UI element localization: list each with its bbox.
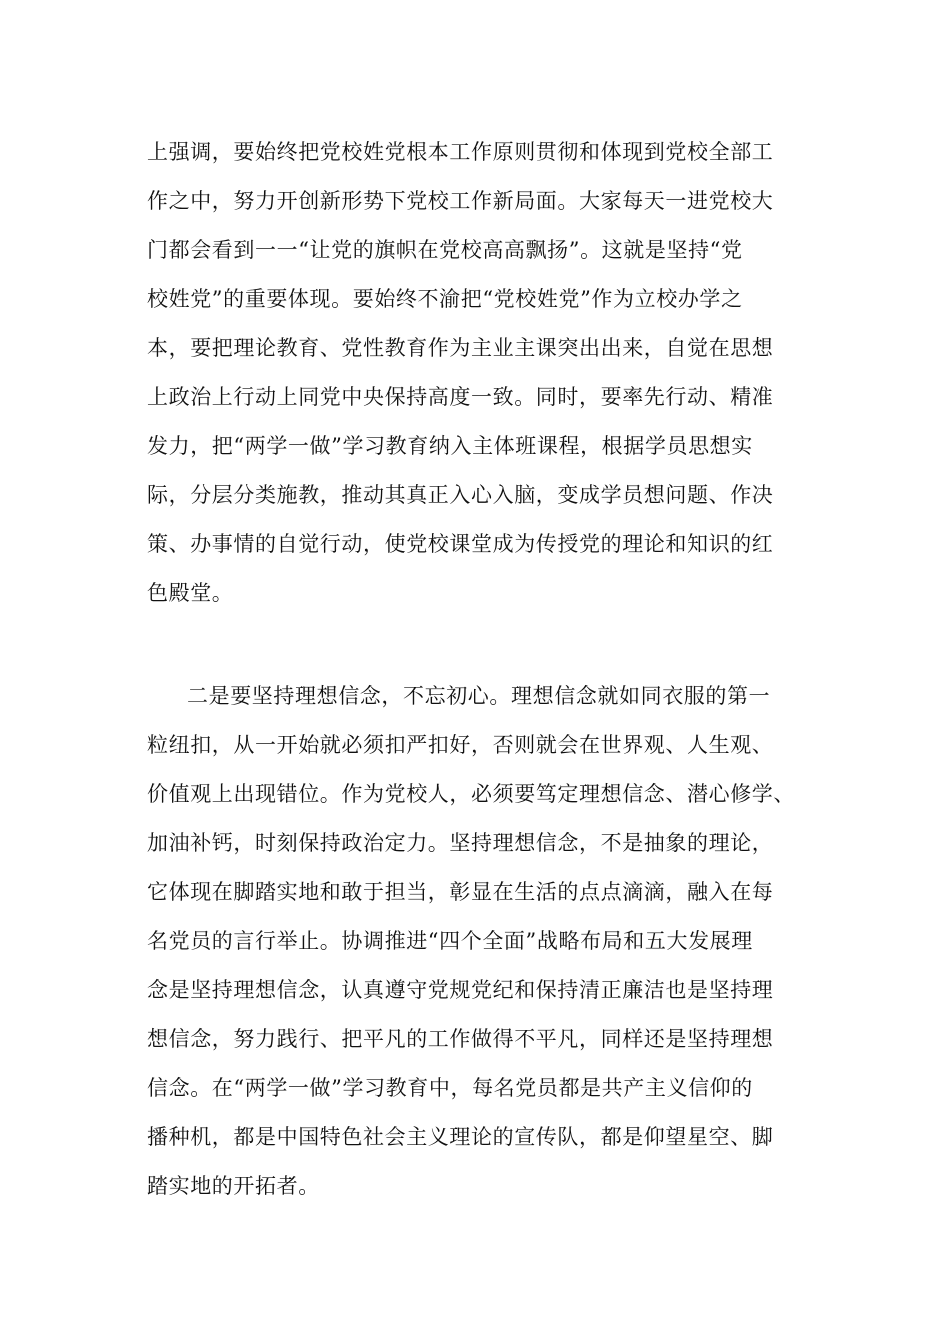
text-line: 念是坚持理想信念，认真遵守党规党纪和保持清正廉洁也是坚持理 [147, 978, 774, 1002]
text-line: 价值观上出现错位。作为党校人，必须要笃定理想信念、潜心修学、 [147, 782, 795, 806]
text-line: 作之中，努力开创新形势下党校工作新局面。大家每天一进党校大 [147, 189, 774, 213]
text-line: 踏实地的开拓者。 [147, 1174, 320, 1198]
text-line: 策、办事情的自觉行动，使党校课堂成为传授党的理论和知识的红 [147, 532, 774, 556]
text-line: 际，分层分类施教，推动其真正入心入脑，变成学员想问题、作决 [147, 483, 774, 507]
text-line: 信念。在“两学一做”学习教育中，每名党员都是共产主义信仰的 [147, 1076, 753, 1100]
text-line: 上强调，要始终把党校姓党根本工作原则贯彻和体现到党校全部工 [147, 140, 774, 164]
text-line: 加油补钙，时刻保持政治定力。坚持理想信念，不是抽象的理论， [147, 831, 774, 855]
text-line: 校姓党”的重要体现。要始终不渝把“党校姓党”作为立校办学之 [147, 287, 743, 311]
text-line: 上政治上行动上同党中央保持高度一致。同时，要率先行动、精准 [147, 385, 774, 409]
text-line: 想信念，努力践行、把平凡的工作做得不平凡，同样还是坚持理想 [147, 1027, 774, 1051]
text-line: 名党员的言行举止。协调推进“四个全面”战略布局和五大发展理 [147, 929, 753, 953]
text-line: 它体现在脚踏实地和敢于担当，彰显在生活的点点滴滴，融入在每 [147, 880, 774, 904]
text-line: 发力，把“两学一做”学习教育纳入主体班课程，根据学员思想实 [147, 434, 753, 458]
text-line: 播种机，都是中国特色社会主义理论的宣传队，都是仰望星空、脚 [147, 1125, 774, 1149]
paragraph-1 [147, 128, 827, 618]
text-line: 粒纽扣，从一开始就必须扣严扣好，否则就会在世界观、人生观、 [147, 733, 774, 757]
text-line: 本，要把理论教育、党性教育作为主业主课突出出来，自觉在思想 [147, 336, 774, 360]
paragraph-2 [147, 672, 827, 1211]
text-line-first-indented: 二是要坚持理想信念，不忘初心。理想信念就如同衣服的第一 [187, 684, 771, 708]
text-line: 色殿堂。 [147, 581, 234, 605]
text-line: 门都会看到一一“让党的旗帜在党校高高飘扬”。这就是坚持“党 [147, 238, 743, 262]
